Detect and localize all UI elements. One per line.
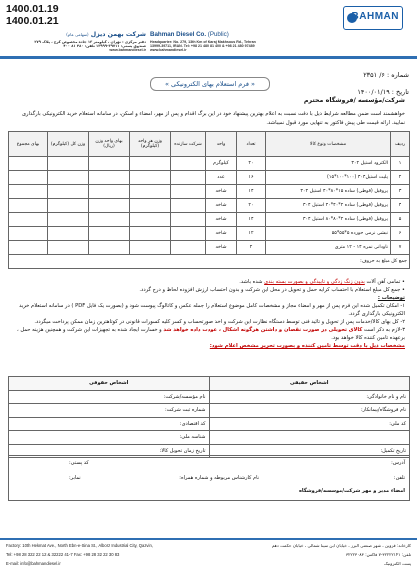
item-unit: شاخه — [206, 213, 237, 227]
legal-entity-field[interactable]: شناسه ملی: — [9, 431, 210, 445]
website-en: www.bahmandiesel.ir — [150, 48, 187, 52]
item-total-price[interactable] — [9, 185, 48, 199]
col-unit: واحد — [206, 132, 237, 157]
item-unit: شاخه — [206, 227, 237, 241]
factory-en: Factory: 10th Hekmat Ave., North Ebn-e-Sina St., Alborz Industrial City, Qazvin, — [6, 543, 153, 548]
table-row — [9, 171, 410, 185]
row-no: ۴ — [391, 199, 410, 213]
email-en: E-mail: info@bahmandiesel.ir — [6, 561, 61, 566]
item-qty: ۲۰ — [237, 199, 266, 213]
item-unit-price[interactable] — [89, 171, 130, 185]
item-unit: کیلوگرم — [206, 157, 237, 171]
item-total-weight[interactable] — [48, 171, 89, 185]
legal-entity-field[interactable]: تاریخ زمان تحویل کالا: — [9, 444, 210, 458]
info-row — [9, 390, 410, 404]
item-total-weight[interactable] — [48, 227, 89, 241]
item-unit-weight[interactable] — [130, 213, 171, 227]
item-qty: ۱۶ — [237, 171, 266, 185]
item-total-price[interactable] — [9, 241, 48, 255]
item-manufacturer[interactable] — [171, 157, 206, 171]
letter-number: شماره : ۶/ ۲۳۵۱ — [363, 71, 409, 79]
note-rust: • تمامی آهن آلات بدون زنگ زدگی و تابیدگی و بصورت بسته بندی شده باشد. — [239, 279, 405, 285]
notes-heading: توضیحات : — [377, 295, 405, 301]
note-2: ۲- کل بهای کالا/خدمات پس از تحویل و تائید فنی توسط دستگاه نظارت این شرکت و اخذ صورتحساب و کسر کلیه کسورات قانونی در کوتاهترین زمان ممکن پرداخت میگردد. — [34, 319, 405, 325]
col-real-person: اشخاص حقیقی — [209, 377, 410, 391]
item-qty: ۱۴ — [237, 185, 266, 199]
col-description: مشخصات ونوع کالا — [266, 132, 391, 157]
items-header-row — [9, 132, 410, 157]
company-name-en: Bahman Diesel Co. (Public) Headquarter: No. 279, 13th Km of Karaj Makhsous Rd., Tehran 13999-39711, IRAN. Tel: +98 21 480 81 400 & +98 21 480 97489 www.bahmandiesel.ir — [150, 31, 256, 52]
real-person-field[interactable]: نام فروشگاه/پیمانکار: — [209, 404, 410, 418]
item-unit-price[interactable] — [89, 185, 130, 199]
intro-paragraph: خواهشمند است ضمن مطالعه شرایط ذیل با دقت نسبت به اعلام بهترین پیشنهاد خود در این برگ اقدام و پس از مهر، امضاء و اسکن، در سامانه استعلام خرید الکترونیکی بارگذاری نمایید. ارائه قیمت طی پیش فاکتور به تنهایی مورد قبول نمیباشد. — [21, 111, 405, 126]
address-label: آدرس: — [391, 460, 405, 466]
phone-en: 13999-39711, IRAN. Tel: +98 21 480 81 400 & +98 21 480 97489 — [150, 44, 255, 48]
item-unit-weight[interactable] — [130, 241, 171, 255]
postal-code-label: کد پستی: — [69, 460, 89, 466]
item-unit: عدد — [206, 171, 237, 185]
item-unit-weight[interactable] — [130, 185, 171, 199]
item-manufacturer[interactable] — [171, 213, 206, 227]
item-description: الکترود استیل ۳۰۲ — [266, 157, 391, 171]
row-no: ۳ — [391, 185, 410, 199]
item-unit: شاخه — [206, 241, 237, 255]
item-description: پروفیل (قوطی) ساده ۲*۴۰*۴۰ استیل ۳۰۴ — [266, 199, 391, 213]
col-unit-price: بهای واحد وزن (ریال) — [89, 132, 130, 157]
fax-label: نمابر: — [69, 475, 81, 481]
item-manufacturer[interactable] — [171, 241, 206, 255]
item-total-weight[interactable] — [48, 241, 89, 255]
item-total-weight[interactable] — [48, 199, 89, 213]
supplier-heading: مشخصات ذیل با دقت توسط تامین کننده و بصورت تحریر مشخص اعلام شود: — [209, 343, 405, 349]
note-3: ۳-لازم به ذکر است کالای تحویلی در صورت نقصان و داشتن هرگونه اشکال ، عودت داده خواهد شد و خسارت ایجاد شده به تجهیزات این شرکت و همچنین هزینه حمل ، برعهده تامین کننده کالا خواهد بود. — [17, 327, 405, 341]
item-qty: ۲ — [237, 241, 266, 255]
item-unit-price[interactable] — [89, 213, 130, 227]
header-divider — [0, 56, 417, 59]
item-unit-weight[interactable] — [130, 199, 171, 213]
item-total-price[interactable] — [9, 213, 48, 227]
hq-address-en: Headquarter: No. 279, 13th Km of Karaj Makhsous Rd., Tehran — [150, 40, 256, 44]
total-row — [9, 255, 410, 269]
item-total-price[interactable] — [9, 199, 48, 213]
item-qty: ۴۰ — [237, 157, 266, 171]
notes-block — [10, 278, 405, 350]
rep-label: نام کارشناس مربوطه و شماره همراه: — [179, 475, 259, 481]
company-name-fa: شرکت بهمن دیزل (سهامی عام) دفتر مرکزی : تهران ، کیلومتر ۱۳ جاده مخصوص کرج ، پلاک ۲۷۹ صندوق پستی: ۳۹۷۱۱-۱۳۹۹۹ تلفن: ۴۸۰ ۸۱ ۴۰۰ www.bahmandiesel.ir — [6, 31, 146, 52]
document-code-1: 1400.01.19 — [6, 3, 59, 15]
legal-entity-field[interactable]: شماره ثبت شرکت: — [9, 404, 210, 418]
row-no: ۱ — [391, 157, 410, 171]
logo-text: BAHMAN — [351, 11, 399, 22]
col-legal-entity: اشخاص حقوقی — [9, 377, 210, 391]
tel-en: Tel: +98 28 322 22 12 & 32222 41-7 Fax: +98 28 32 22 30 83 — [6, 552, 120, 557]
item-unit-price[interactable] — [89, 227, 130, 241]
col-manufacturer: شرکت سازنده — [171, 132, 206, 157]
col-unit-weight: وزن هر واحد (کیلوگرم) — [130, 132, 171, 157]
table-row — [9, 241, 410, 255]
address-signature-box — [8, 455, 410, 501]
website-fa: www.bahmandiesel.ir — [109, 48, 146, 52]
row-no: ۷ — [391, 241, 410, 255]
company-logo — [343, 6, 403, 30]
item-qty: ۱۴ — [237, 213, 266, 227]
item-description: نبشی نرمی حورده ۵*۵۵*۵۵ — [266, 227, 391, 241]
table-row — [9, 199, 410, 213]
form-title: « فرم استعلام بهای الکترونیکی » — [150, 77, 270, 91]
document-code-2: 1400.01.21 — [6, 15, 59, 27]
legal-entity-field[interactable]: نام مؤسسه/شرکت: — [9, 390, 210, 404]
item-description: پروفیل (قوطی) ساده ۱۵*۸۰*۴۰ استیل ۳۰۴ — [266, 185, 391, 199]
item-unit-weight[interactable] — [130, 157, 171, 171]
item-description: پروفیل (قوطی) ساده ۲*۸۰*۸۰ استیل ۳۰۴ — [266, 213, 391, 227]
email-fa: پست الکترونیک — [384, 561, 411, 566]
item-total-price[interactable] — [9, 171, 48, 185]
phone-label: تلفن: — [393, 475, 405, 481]
hq-address-fa: دفتر مرکزی : تهران ، کیلومتر ۱۳ جاده مخصوص کرج ، پلاک ۲۷۹ — [34, 40, 146, 44]
item-unit-price[interactable] — [89, 199, 130, 213]
item-manufacturer[interactable] — [171, 171, 206, 185]
letter-date: تاریخ : ۱۴۰۰/۰۱/۱۹ — [357, 88, 409, 96]
total-in-words[interactable]: جمع کل مبلغ به حروف: — [9, 255, 410, 269]
addressee: شرکت/مؤسسه /فروشگاه محترم — [303, 97, 405, 104]
table-row — [9, 213, 410, 227]
row-no: ۲ — [391, 171, 410, 185]
item-manufacturer[interactable] — [171, 185, 206, 199]
item-unit-weight[interactable] — [130, 227, 171, 241]
row-no: ۶ — [391, 227, 410, 241]
signature-label: امضاء مدیر و مهر شرکت/موسسه/فروشگاه — [298, 488, 405, 494]
real-person-field[interactable] — [209, 431, 410, 445]
item-description: پلیت استیل۳۰۴ (۱۰۰*۱۰۰*۱۵) — [266, 171, 391, 185]
item-total-price[interactable] — [9, 157, 48, 171]
real-person-field[interactable]: کد ملی: — [209, 417, 410, 431]
phone-fa: صندوق پستی: ۳۹۷۱۱-۱۳۹۹۹ تلفن: ۴۸۰ ۸۱ ۴۰۰ — [63, 44, 146, 48]
factory-fa: کارخانه: قزوین ، شهر صنعتی البرز ، خیابان ابن سینا شمالی ، خیابان حکمت دهم — [271, 543, 411, 548]
item-unit: شاخه — [206, 185, 237, 199]
item-manufacturer[interactable] — [171, 227, 206, 241]
item-qty: ۱۲ — [237, 227, 266, 241]
item-description: ناودانی نمره ۱۴ - ۱۲ متری — [266, 241, 391, 255]
item-unit-price[interactable] — [89, 241, 130, 255]
item-unit-price[interactable] — [89, 157, 130, 171]
tel-fa: تلفن: ۳۲۲۲۲۱۴۱-۷ فاکس: ۳۲۲۲۳۰۸۳ — [345, 552, 411, 557]
legal-entity-field[interactable]: کد اقتصادی: — [9, 417, 210, 431]
note-1: ۱- امکان تکمیل شده این فرم پس از مهر و امضاء مجاز و مشخصات کامل موضوع استعلام را جمله عکس و کاتالوگ پیوست شود و (بصورت یک فایل PDF ) در سامانه استعلام خرید الکترونیکی بارگذاری گردد. — [19, 303, 405, 317]
col-total-price: بهای مجموع — [9, 132, 48, 157]
table-row — [9, 185, 410, 199]
col-qty: تعداد — [237, 132, 266, 157]
items-table — [8, 131, 410, 269]
col-total-weight: وزن کل (کیلوگرم) — [48, 132, 89, 157]
info-row — [9, 404, 410, 418]
row-no: ۵ — [391, 213, 410, 227]
col-row-no: ردیف — [391, 132, 410, 157]
supplier-info-table — [8, 376, 410, 458]
info-row — [9, 431, 410, 445]
real-person-field[interactable]: نام و نام خانوادگی: — [209, 390, 410, 404]
note-delivery: • جمع کل مبلغ استعلام با احتساب کرایه حمل و تحویل در محل این شرکت و بدون احتساب ارزش افزوده لحاظ و درج گردد. — [139, 287, 405, 293]
item-manufacturer[interactable] — [171, 199, 206, 213]
footer — [0, 538, 417, 578]
item-unit: شاخه — [206, 199, 237, 213]
item-total-weight[interactable] — [48, 157, 89, 171]
real-person-field[interactable]: تاریخ تکمیل: — [209, 444, 410, 458]
item-total-price[interactable] — [9, 227, 48, 241]
item-total-weight[interactable] — [48, 213, 89, 227]
table-row — [9, 157, 410, 171]
item-unit-weight[interactable] — [130, 171, 171, 185]
item-total-weight[interactable] — [48, 185, 89, 199]
info-row — [9, 417, 410, 431]
table-row — [9, 227, 410, 241]
